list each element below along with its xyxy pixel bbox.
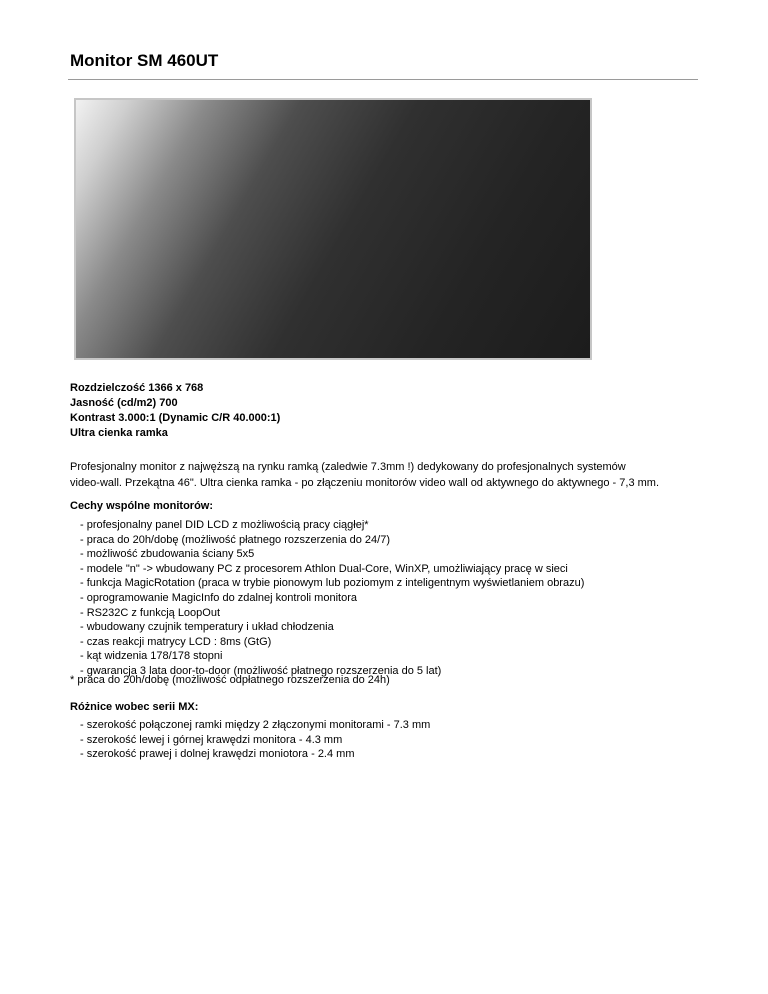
monitor-screen <box>76 100 590 358</box>
description-line: Profesjonalny monitor z najwęższą na rynku ramką (zaledwie 7.3mm !) dedykowany do profesjonalnych systemów <box>70 461 626 473</box>
list-item: - szerokość połączonej ramki między 2 złączonymi monitorami - 7.3 mm <box>80 719 431 731</box>
list-item: - oprogramowanie MagicInfo do zdalnej kontroli monitora <box>80 591 357 604</box>
footnote: * praca do 20h/dobę (możliwość odpłatnego rozszerzenia do 24h) <box>70 674 390 686</box>
list-item: - profesjonalny panel DID LCD z możliwością pracy ciągłej* <box>80 519 369 531</box>
mx-differences-heading: Różnice wobec serii MX: <box>70 701 199 713</box>
list-item: - modele "n" -> wbudowany PC z procesorem Athlon Dual-Core, WinXP, umożliwiający pracę w sieci <box>80 562 568 575</box>
list-item: - szerokość lewej i górnej krawędzi monitora - 4.3 mm <box>80 733 343 746</box>
spec-list <box>70 381 280 441</box>
spec-bezel: Ultra cienka ramka <box>70 427 168 439</box>
list-item: - gwarancja 3 lata door-to-door (możliwość płatnego rozszerzenia do 5 lat) <box>80 664 442 677</box>
list-item: - szerokość prawej i dolnej krawędzi moniotora - 2.4 mm <box>80 748 355 761</box>
title-divider <box>68 79 698 80</box>
list-item: - wbudowany czujnik temperatury i układ chłodzenia <box>80 621 334 634</box>
spec-brightness: Jasność (cd/m2) 700 <box>70 397 178 409</box>
list-item: - kąt widzenia 178/178 stopni <box>80 650 223 663</box>
list-item: - możliwość zbudowania ściany 5x5 <box>80 548 255 561</box>
list-item: - praca do 20h/dobę (możliwość płatnego rozszerzenia do 24/7) <box>80 533 391 546</box>
mx-differences-list <box>80 718 430 762</box>
spec-contrast: Kontrast 3.000:1 (Dynamic C/R 40.000:1) <box>70 412 281 424</box>
monitor-product-image <box>74 98 592 360</box>
common-features-heading: Cechy wspólne monitorów: <box>70 500 214 512</box>
description-line: video-wall. Przekątna 46". Ultra cienka ramka - po złączeniu monitorów video wall od aktywnego do aktywnego - 7,3 mm. <box>70 477 660 489</box>
list-item: - RS232C z funkcją LoopOut <box>80 606 221 619</box>
list-item: - funkcja MagicRotation (praca w trybie pionowym lub poziomym z inteligentnym wyświetlaniem obrazu) <box>80 577 585 590</box>
spec-resolution: Rozdzielczość 1366 x 768 <box>70 382 204 394</box>
page-title: Monitor SM 460UT <box>70 51 219 70</box>
common-features-list <box>80 518 584 679</box>
list-item: - czas reakcji matrycy LCD : 8ms (GtG) <box>80 635 272 648</box>
product-description <box>70 459 710 491</box>
